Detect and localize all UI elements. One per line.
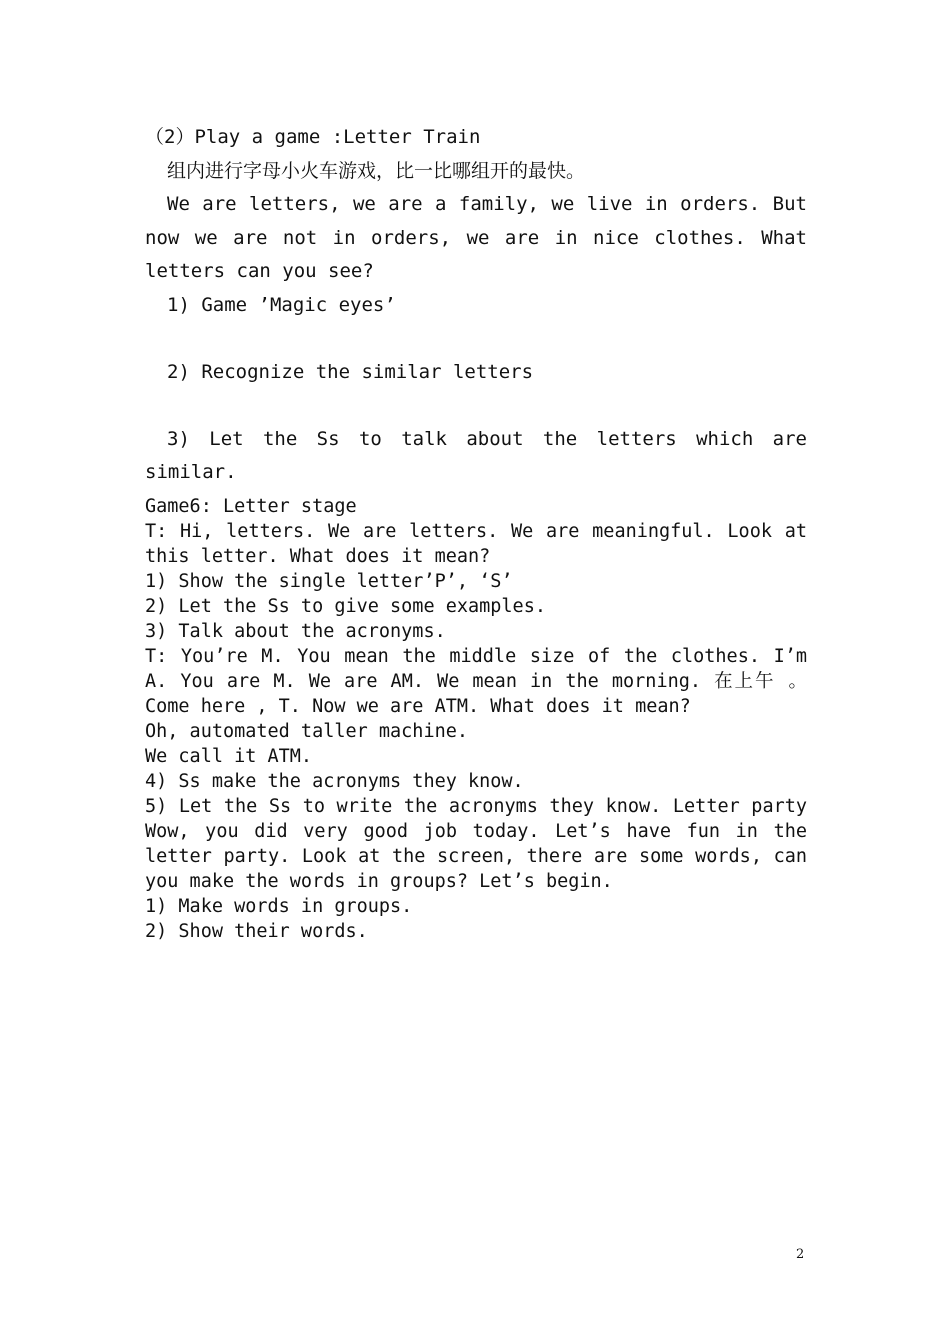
list-item: 3) Talk about the acronyms. xyxy=(145,621,446,642)
page-number: 2 xyxy=(796,1247,805,1262)
paragraph-line: this letter. What does it mean? xyxy=(145,546,491,567)
paragraph-line: T: Hi, letters. We are letters. We are meaningful. Look at xyxy=(145,521,807,542)
section-two xyxy=(145,494,807,944)
list-item: 4) Ss make the acronyms they know. xyxy=(145,771,524,792)
blank-line xyxy=(145,389,807,423)
list-item: 5) Let the Ss to write the acronyms they know. Letter party xyxy=(145,796,807,817)
paragraph-line: We call it ATM. xyxy=(145,746,313,767)
list-item-continuation: similar. xyxy=(145,461,237,483)
game-heading: Game6: Letter stage xyxy=(145,496,357,517)
paragraph-line: A. You are M. We are AM. We mean in the morning. 在上午 。 xyxy=(145,671,807,692)
list-item: 2) Show their words. xyxy=(145,921,368,942)
list-item: 2) Recognize the similar letters xyxy=(167,360,534,383)
paragraph-line: T: You’re M. You mean the middle size of the clothes. I’m xyxy=(145,646,807,667)
paragraph-line: letters can you see? xyxy=(145,260,374,282)
paragraph-line: Come here , T. Now we are ATM. What does it mean? xyxy=(145,696,691,717)
paragraph-line: you make the words in groups? Let’s begin. xyxy=(145,871,613,892)
paragraph-line: Oh, automated taller machine. xyxy=(145,721,469,742)
blank-line xyxy=(145,322,807,356)
paragraph-line: letter party. Look at the screen, there are some words, can xyxy=(145,846,807,867)
game-heading: （2）Play a game :Letter Train xyxy=(145,126,481,148)
list-item: 1) Make words in groups. xyxy=(145,896,413,917)
paragraph-line: Wow, you did very good job today. Let’s have fun in the xyxy=(145,821,807,842)
paragraph-line: now we are not in orders, we are in nice clothes. What xyxy=(145,226,807,249)
list-item: 1) Game ’Magic eyes’ xyxy=(167,293,396,316)
paragraph-line: We are letters, we are a family, we live in orders. But xyxy=(167,193,807,215)
list-item: 3) Let the Ss to talk about the letters which are xyxy=(167,427,807,450)
section-one xyxy=(145,121,807,490)
list-item: 1) Show the single letter’P’, ‘S’ xyxy=(145,571,513,592)
list-item: 2) Let the Ss to give some examples. xyxy=(145,596,546,617)
chinese-instruction: 组内进行字母小火车游戏，比一比哪组开的最快。 xyxy=(167,159,586,182)
